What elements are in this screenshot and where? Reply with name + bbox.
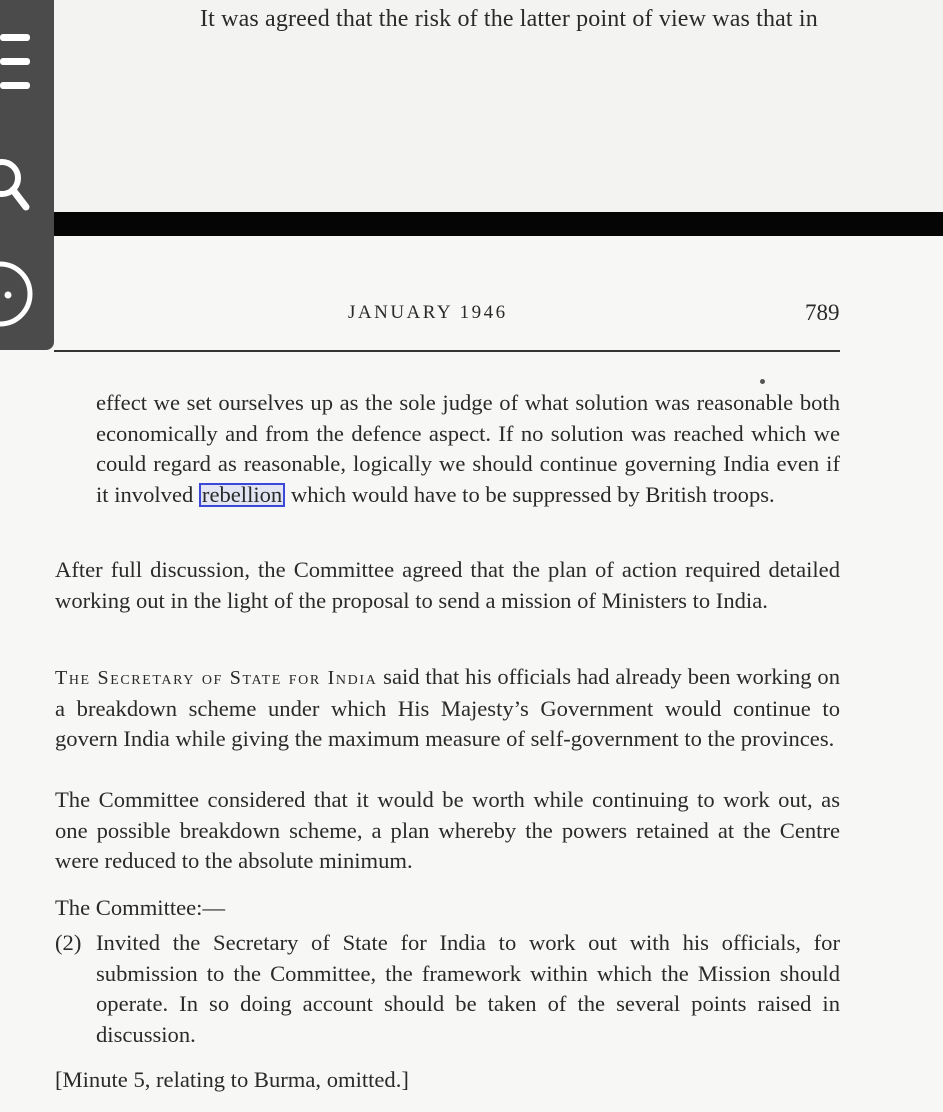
page-number: 789	[805, 300, 840, 325]
ink-speck	[760, 379, 765, 384]
list-item-text: Invited the Secretary of State for India to work out with his officials, for submission to the Committee, the framework within which the Mission should operate. In so doing account should be taken of the several points raised in discussion.	[96, 930, 840, 1047]
speaker-name: The Secretary of State for India	[55, 667, 378, 689]
committee-label: The Committee:—	[55, 895, 226, 920]
running-header: JANUARY 1946	[348, 302, 508, 323]
more-icon[interactable]	[0, 258, 40, 328]
paragraph-committee-considered: The Committee considered that it would be worth while continuing to work out, as one possible breakdown scheme, a plan whereby the powers retained at the Centre were reduced to the absolute minimum.	[55, 787, 840, 873]
text-after-highlight: which would have to be suppressed by British troops.	[285, 481, 775, 507]
paragraph-after-discussion: After full discussion, the Committee agreed that the plan of action required detailed working out in the light of the proposal to send a mission of Ministers to India.	[55, 557, 840, 613]
paragraph-effect	[96, 388, 840, 510]
secretary-statement: said that his officials had already been working on a breakdown scheme under which His Majesty’s Government would continue to govern India while giving the maximum measure of self-government to the provinces.	[55, 664, 841, 751]
list-item-number: (2)	[55, 930, 82, 955]
header-rule	[54, 350, 840, 352]
menu-icon[interactable]	[0, 30, 40, 100]
paragraph-secretary	[55, 662, 840, 755]
page-divider	[0, 212, 943, 236]
minute-note: [Minute 5, relating to Burma, omitted.]	[55, 1067, 409, 1092]
search-highlight[interactable]: rebellion	[199, 483, 285, 507]
text-before-highlight: effect we set ourselves up as the sole judge of what solution was reasonable both economically and from the defence aspect. If no solution was reached which we could regard as reasonable, logically we should continue governing India even if it involved	[96, 390, 840, 507]
previous-page-last-line: It was agreed that the risk of the latter point of view was that in	[200, 6, 818, 32]
search-icon[interactable]	[0, 150, 40, 215]
viewer-toolbar	[0, 0, 54, 350]
previous-page	[0, 0, 943, 212]
